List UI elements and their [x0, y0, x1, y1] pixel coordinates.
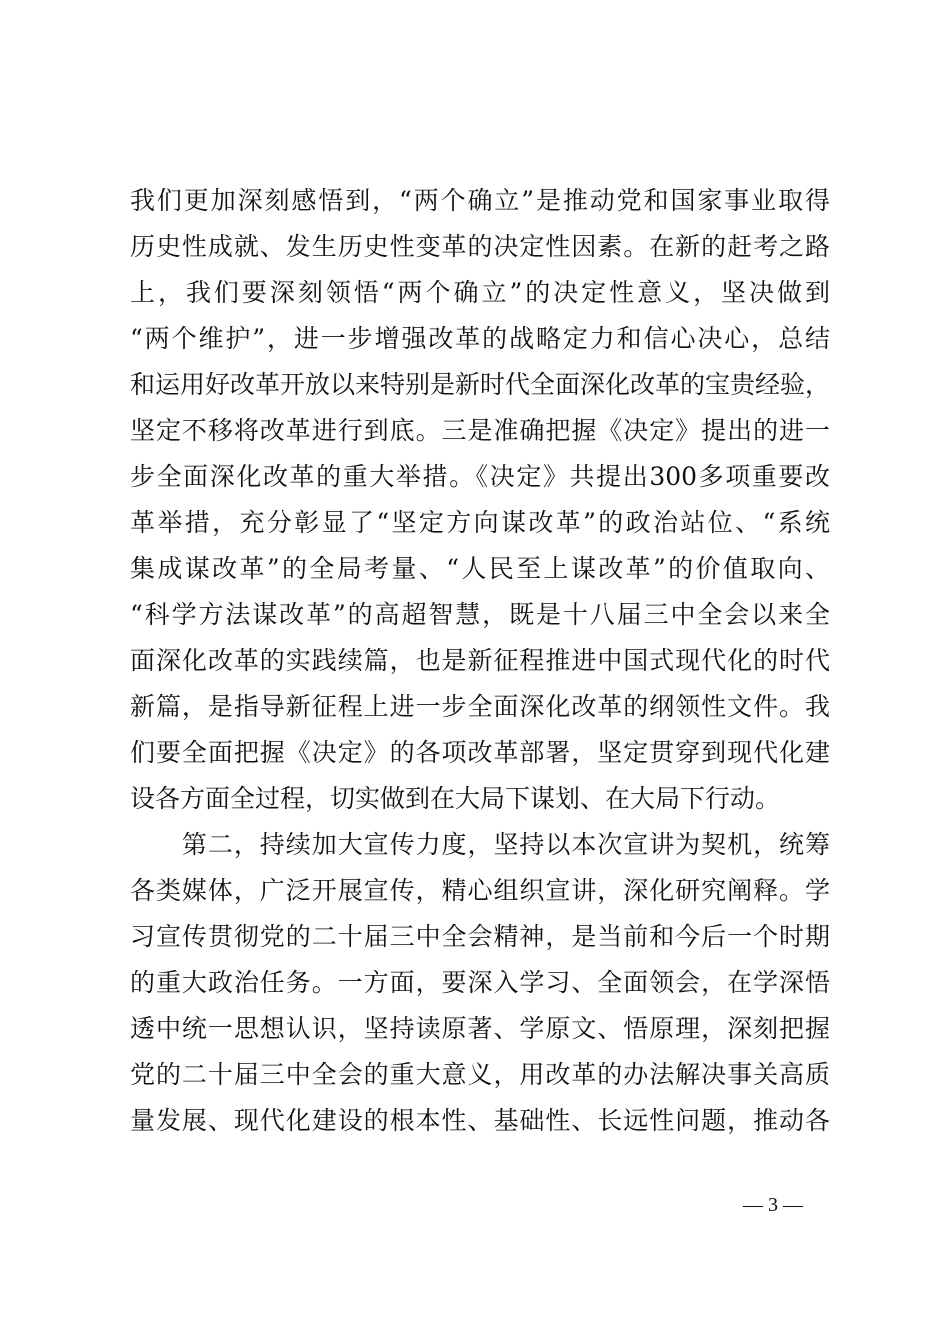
text-line: “科学方法谋改革”的高超智慧，既是十八届三中全会以来全 [130, 600, 830, 629]
text-line: 面深化改革的实践续篇，也是新征程推进中国式现代化的时代 [130, 646, 830, 675]
text-line: “两个维护”，进一步增强改革的战略定力和信心决心，总结 [130, 324, 830, 353]
text-line: 和运用好改革开放以来特别是新时代全面深化改革的宝贵经验， [130, 370, 831, 399]
text-line: 习宣传贯彻党的二十届三中全会精神，是当前和今后一个时期 [130, 922, 830, 951]
text-line: 集成谋改革”的全局考量、“人民至上谋改革”的价值取向、 [130, 554, 830, 583]
page-number: — 3 — [743, 1194, 803, 1216]
text-line: 透中统一思想认识，坚持读原著、学原文、悟原理，深刻把握 [130, 1014, 830, 1043]
text-line: 的重大政治任务。一方面，要深入学习、全面领会，在学深悟 [130, 968, 830, 997]
text-line: 量发展、现代化建设的根本性、基础性、长远性问题，推动各 [130, 1106, 830, 1135]
paragraph-last-line: 设各方面全过程，切实做到在大局下谋划、在大局下行动。 [130, 784, 781, 813]
body-text [130, 178, 830, 1144]
text-line: 党的二十届三中全会的重大意义，用改革的办法解决事关高质 [130, 1060, 830, 1089]
text-line: 坚定不移将改革进行到底。三是准确把握《决定》提出的进一 [130, 416, 830, 445]
text-line: 上，我们要深刻领悟“两个确立”的决定性意义，坚决做到 [130, 278, 830, 307]
text-line: 们要全面把握《决定》的各项改革部署，坚定贯穿到现代化建 [130, 738, 830, 767]
text-line: 各类媒体，广泛开展宣传，精心组织宣讲，深化研究阐释。学 [130, 876, 830, 905]
text-line: 革举措，充分彰显了“坚定方向谋改革”的政治站位、“系统 [130, 508, 830, 537]
text-line: 新篇，是指导新征程上进一步全面深化改革的纲领性文件。我 [130, 692, 830, 721]
paragraph-first-line: 第二，持续加大宣传力度，坚持以本次宣讲为契机，统筹 [130, 830, 830, 859]
text-line: 历史性成就、发生历史性变革的决定性因素。在新的赶考之路 [130, 232, 830, 261]
text-line: 步全面深化改革的重大举措。《决定》共提出300多项重要改 [130, 462, 830, 491]
text-line: 我们更加深刻感悟到，“两个确立”是推动党和国家事业取得 [130, 186, 830, 215]
